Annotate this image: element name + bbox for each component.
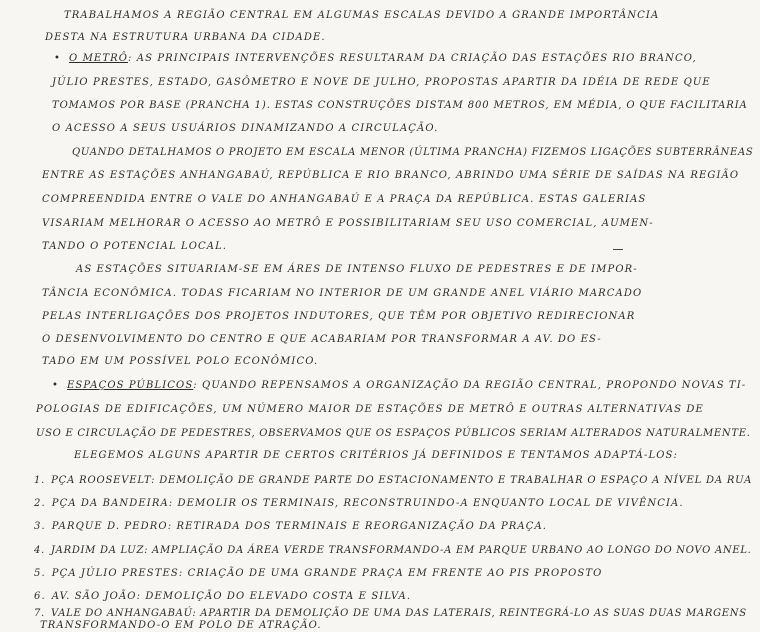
espacos-bullet: • [52, 380, 59, 391]
espacos-line: ELEGEMOS ALGUNS APARTIR DE CERTOS CRITÉRIOS JÁ DEFINIDOS E TENTAMOS ADAPTÁ-LOS: [74, 450, 678, 461]
intro-line-2: DESTA NA ESTRUTURA URBANA DA CIDADE. [45, 32, 326, 43]
metro-line: O DESENVOLVIMENTO DO CENTRO E QUE ACABARIAM POR TRANSFORMAR A AV. DO ES- [42, 334, 602, 345]
metro-section-first-line [54, 53, 697, 64]
metro-line: TÂNCIA ECONÔMICA. TODAS FICARIAM NO INTERIOR DE UM GRANDE ANEL VIÁRIO MARCADO [42, 288, 643, 299]
metro-line: AS ESTAÇÕES SITUARIAM-SE EM ÁRES DE INTENSO FLUXO DE PEDESTRES E DE IMPOR- [76, 264, 638, 275]
metro-line: VISARIAM MELHORAR O ACESSO AO METRÔ E POSSIBILITARIAM SEU USO COMERCIAL, AUMEN- [42, 218, 654, 229]
metro-line: PELAS INTERLIGAÇÕES DOS PROJETOS INDUTORES, QUE TÊM POR OBJETIVO REDIRECIONAR [42, 311, 636, 322]
list-item: 6. AV. SÃO JOÃO: DEMOLIÇÃO DO ELEVADO COSTA E SILVA. [34, 591, 412, 602]
metro-first-line: : AS PRINCIPAIS INTERVENÇÕES RESULTARAM DA CRIAÇÃO DAS ESTAÇÕES RIO BRANCO, [128, 53, 697, 64]
list-item: 2. PÇA DA BANDEIRA: DEMOLIR OS TERMINAIS, RECONSTRUINDO-A ENQUANTO LOCAL DE VIVÊNCIA. [34, 498, 684, 509]
espacos-section-first-line [52, 380, 746, 391]
metro-line: TADO EM UM POSSÍVEL POLO ECONÔMICO. [42, 356, 319, 367]
list-item: 3. PARQUE D. PEDRO: RETIRADA DOS TERMINAIS E REORGANIZAÇÃO DA PRAÇA. [34, 521, 548, 532]
list-item: 5. PÇA JÚLIO PRESTES: CRIAÇÃO DE UMA GRANDE PRAÇA EM FRENTE AO PIS PROPOSTO [34, 568, 603, 579]
list-item: 7. VALE DO ANHANGABAÚ: APARTIR DA DEMOLIÇÃO DE UMA DAS LATERAIS, REINTEGRÁ-LO AS SUAS DUAS MARGENS [34, 608, 747, 619]
espacos-heading: ESPAÇOS PÚBLICOS [67, 380, 194, 391]
stray-pen-mark [613, 249, 623, 250]
intro-line-1: TRABALHAMOS A REGIÃO CENTRAL EM ALGUMAS ESCALAS DEVIDO A GRANDE IMPORTÂNCIA [64, 10, 660, 21]
metro-bullet: • [54, 53, 61, 64]
espacos-line: POLOGIAS DE EDIFICAÇÕES, UM NÚMERO MAIOR DE ESTAÇÕES DE METRÔ E OUTRAS ALTERNATIVAS DE [36, 404, 704, 415]
espacos-first-line: : QUANDO REPENSAMOS A ORGANIZAÇÃO DA REGIÃO CENTRAL, PROPONDO NOVAS TI- [193, 380, 747, 391]
metro-line: TOMAMOS POR BASE (PRANCHA 1). ESTAS CONSTRUÇÕES DISTAM 800 METROS, EM MÉDIA, O QUE FACILITARIA [52, 100, 748, 111]
metro-line: QUANDO DETALHAMOS O PROJETO EM ESCALA MENOR (ÚLTIMA PRANCHA) FIZEMOS LIGAÇÕES SUBTERRÂNEAS [72, 147, 754, 158]
list-item: TRANSFORMANDO-O EM POLO DE ATRAÇÃO. [40, 620, 322, 631]
metro-line: JÚLIO PRESTES, ESTADO, GASÔMETRO E NOVE DE JULHO, PROPOSTAS APARTIR DA IDÉIA DE REDE QUE [52, 77, 711, 88]
espacos-line: USO E CIRCULAÇÃO DE PEDESTRES, OBSERVAMOS QUE OS ESPAÇOS PÚBLICOS SERIAM ALTERADOS NATURALMENTE. [36, 428, 751, 439]
metro-line: COMPREENDIDA ENTRE O VALE DO ANHANGABAÚ E A PRAÇA DA REPÚBLICA. ESTAS GALERIAS [42, 194, 647, 205]
list-item: 4. JARDIM DA LUZ: AMPLIAÇÃO DA ÁREA VERDE TRANSFORMANDO-A EM PARQUE URBANO AO LONGO DO NOVO ANEL. [34, 545, 752, 556]
metro-line: ENTRE AS ESTAÇÕES ANHANGABAÚ, REPÚBLICA E RIO BRANCO, ABRINDO UMA SÉRIE DE SAÍDAS NA REGIÃO [42, 170, 740, 181]
list-item: 1. PÇA ROOSEVELT: DEMOLIÇÃO DE GRANDE PARTE DO ESTACIONAMENTO E TRABALHAR O ESPAÇO A NÍVEL DA RUA [34, 475, 753, 486]
metro-line: O ACESSO A SEUS USUÁRIOS DINAMIZANDO A CIRCULAÇÃO. [52, 123, 439, 134]
metro-line: TANDO O POTENCIAL LOCAL. [42, 241, 228, 252]
metro-heading: O METRÔ [69, 53, 129, 64]
